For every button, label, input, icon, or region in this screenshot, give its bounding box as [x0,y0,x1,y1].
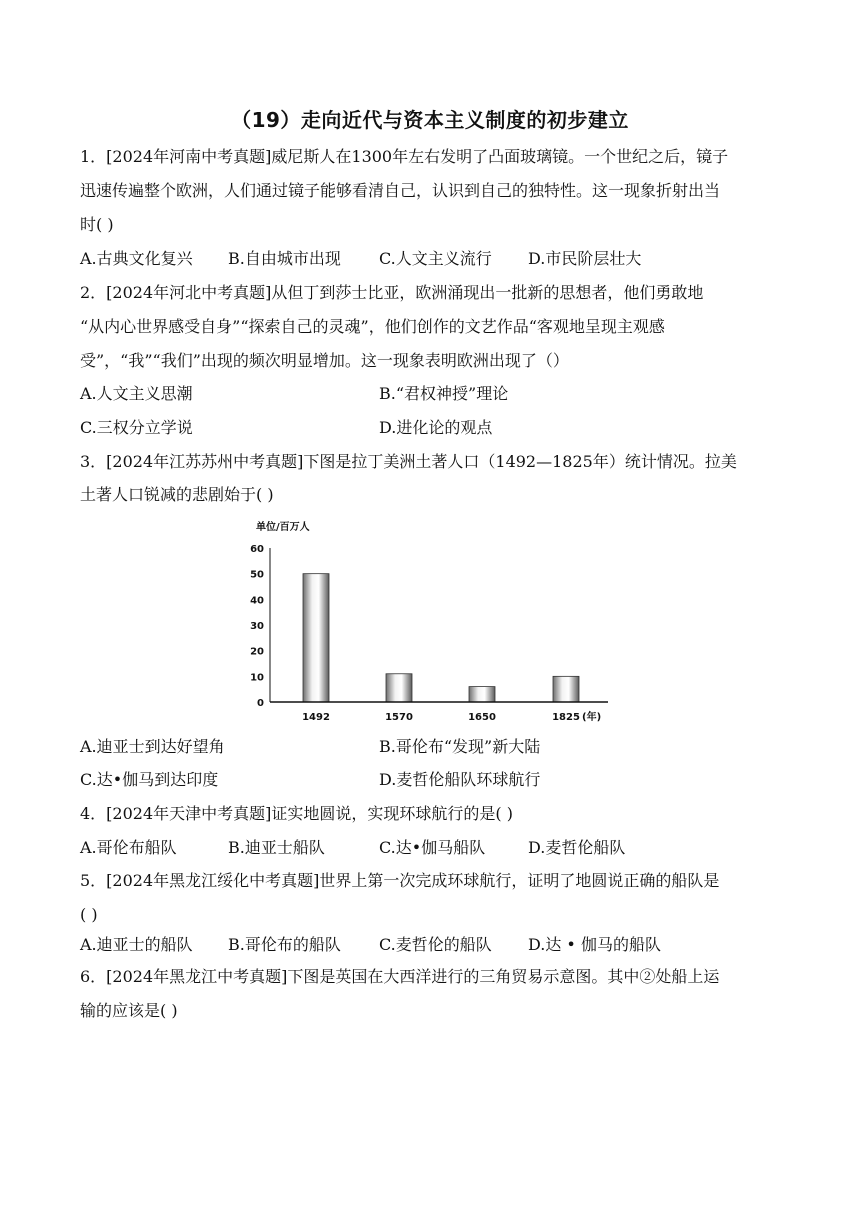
q1-line-1: 1．[2024年河南中考真题]威尼斯人在1300年左右发明了凸面玻璃镜。一个世纪之后，镜子 [80,147,729,166]
q3-option-c[interactable]: C.达•伽马到达印度 [80,770,219,789]
q6-line-2: 输的应该是( ) [80,1001,178,1020]
q5-option-d[interactable]: D.达 • 伽马的船队 [528,935,661,954]
q4-line-1: 4．[2024年天津中考真题]证实地圆说，实现环球航行的是( ) [80,804,513,823]
y-tick-label: 0 [257,698,264,709]
q5-line-1: 5．[2024年黑龙江绥化中考真题]世界上第一次完成环球航行，证明了地圆说正确的船队是 [80,871,720,890]
q2-option-d[interactable]: D.进化论的观点 [379,418,493,437]
q6-line-1: 6．[2024年黑龙江中考真题]下图是英国在大西洋进行的三角贸易示意图。其中②处船上运 [80,967,720,986]
x-tick-label: 1492 [302,712,330,723]
q1-line-2: 迅速传遍整个欧洲，人们通过镜子能够看清自己，认识到自己的独特性。这一现象折射出当 [80,181,721,200]
population-bar-chart [248,518,620,728]
page-title: （19）走向近代与资本主义制度的初步建立 [231,108,629,132]
q5-option-b[interactable]: B.哥伦布的船队 [228,935,341,954]
q3-line-1: 3．[2024年江苏苏州中考真题]下图是拉丁美洲土著人口（1492—1825年）统计情况。拉美 [80,452,737,471]
q1-line-3: 时( ) [80,215,114,234]
q2-line-3: 受”，“我”“我们”出现的频次明显增加。这一现象表明欧洲出现了（） [80,351,569,370]
q4-option-b[interactable]: B.迪亚士船队 [228,838,325,857]
x-tick-label: 1650 [468,712,496,723]
q3-option-a[interactable]: A.迪亚士到达好望角 [80,737,225,756]
y-tick-label: 50 [250,569,264,581]
y-tick-label: 60 [250,544,264,555]
q3-option-d[interactable]: D.麦哲伦船队环球航行 [379,770,541,789]
q1-option-a[interactable]: A.古典文化复兴 [80,249,193,268]
x-tick-label: 1570 [385,712,413,723]
q2-option-a[interactable]: A.人文主义思潮 [80,384,193,403]
y-tick-label: 40 [250,595,264,607]
bar-1825 [553,676,579,702]
q1-option-d[interactable]: D.市民阶层壮大 [528,249,642,268]
q2-line-1: 2．[2024年河北中考真题]从但丁到莎士比亚，欧洲涌现出一批新的思想者，他们勇敢地 [80,283,704,302]
q3-line-2: 土著人口锐减的悲剧始于( ) [80,485,274,504]
q5-line-2: ( ) [80,905,98,924]
y-tick-label: 30 [250,621,264,632]
q4-option-d[interactable]: D.麦哲伦船队 [528,838,626,857]
x-tick-label: 1825 [552,712,580,723]
x-unit-label: (年) [582,712,602,723]
q2-option-c[interactable]: C.三权分立学说 [80,418,193,437]
q2-line-2: “从内心世界感受自身”“探索自己的灵魂”，他们创作的文艺作品“客观地呈现主观感 [80,317,665,336]
q5-option-c[interactable]: C.麦哲伦的船队 [379,935,492,954]
bar-1650 [469,687,495,702]
bar-1492 [303,574,329,702]
q2-option-b[interactable]: B.“君权神授”理论 [379,384,509,403]
q1-option-b[interactable]: B.自由城市出现 [228,249,341,268]
q4-option-a[interactable]: A.哥伦布船队 [80,838,177,857]
y-tick-label: 10 [250,672,264,684]
q5-option-a[interactable]: A.迪亚士的船队 [80,935,193,954]
q3-option-b[interactable]: B.哥伦布“发现”新大陆 [379,737,541,756]
q1-option-c[interactable]: C.人文主义流行 [379,249,492,268]
q4-option-c[interactable]: C.达•伽马船队 [379,838,486,857]
chart-ylabel: 单位/百万人 [256,522,310,533]
y-tick-label: 20 [250,646,264,658]
bar-1570 [386,674,412,702]
